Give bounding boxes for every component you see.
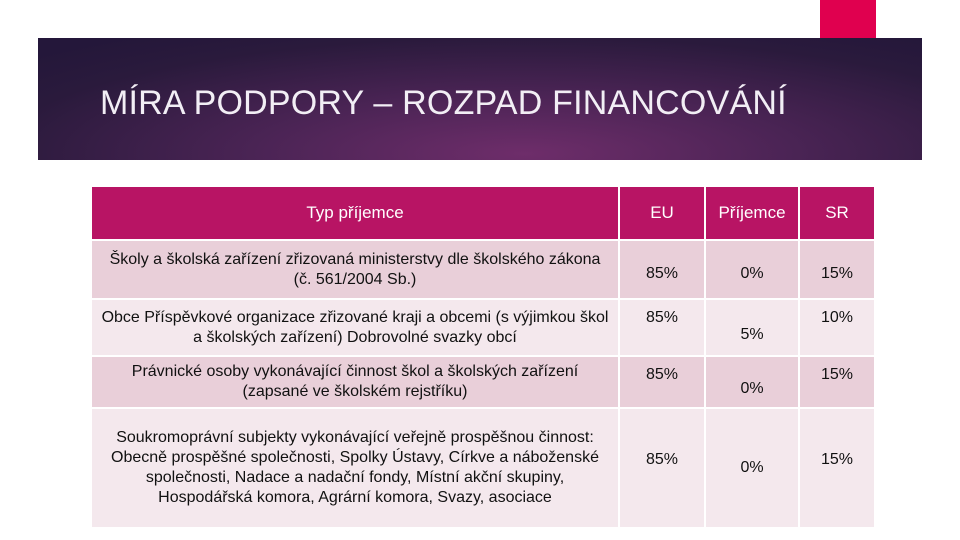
header-eu: EU: [618, 187, 704, 239]
cell-sr: 10%: [798, 298, 874, 355]
header-sr: SR: [798, 187, 874, 239]
header-recipient: Příjemce: [704, 187, 798, 239]
table-row: [92, 355, 874, 407]
cell-eu: 85%: [618, 239, 704, 298]
cell-sr: 15%: [798, 355, 874, 407]
cell-recipient: 0%: [704, 239, 798, 298]
slide-title: MÍRA PODPORY – ROZPAD FINANCOVÁNÍ: [100, 84, 787, 122]
table-row: [92, 298, 874, 355]
header-type: Typ příjemce: [92, 187, 618, 239]
cell-recipient: 5%: [704, 298, 798, 355]
funding-table: [92, 187, 874, 527]
cell-recipient: 0%: [704, 407, 798, 527]
cell-sr: 15%: [798, 239, 874, 298]
cell-eu: 85%: [618, 355, 704, 407]
cell-type: Soukromoprávní subjekty vykonávající veřejně prospěšnou činnost: Obecně prospěšné společnosti, Spolky Ústavy, Církve a náboženské společnosti, Nadace a nadační fondy, Místní akční skupiny, Hospodářská komora, Agrární komora, Svazy, asociace: [92, 407, 618, 527]
table-header-row: [92, 187, 874, 239]
cell-type: Obce Příspěvkové organizace zřizované kraji a obcemi (s výjimkou škol a školských zařízení) Dobrovolné svazky obcí: [92, 298, 618, 355]
table-row: [92, 407, 874, 527]
cell-eu: 85%: [618, 298, 704, 355]
cell-eu: 85%: [618, 407, 704, 527]
table-row: [92, 239, 874, 298]
cell-type: Školy a školská zařízení zřizovaná ministerstvy dle školského zákona (č. 561/2004 Sb.): [92, 239, 618, 298]
cell-recipient: 0%: [704, 355, 798, 407]
cell-type: Právnické osoby vykonávající činnost škol a školských zařízení (zapsané ve školském rejstříku): [92, 355, 618, 407]
cell-sr: 15%: [798, 407, 874, 527]
